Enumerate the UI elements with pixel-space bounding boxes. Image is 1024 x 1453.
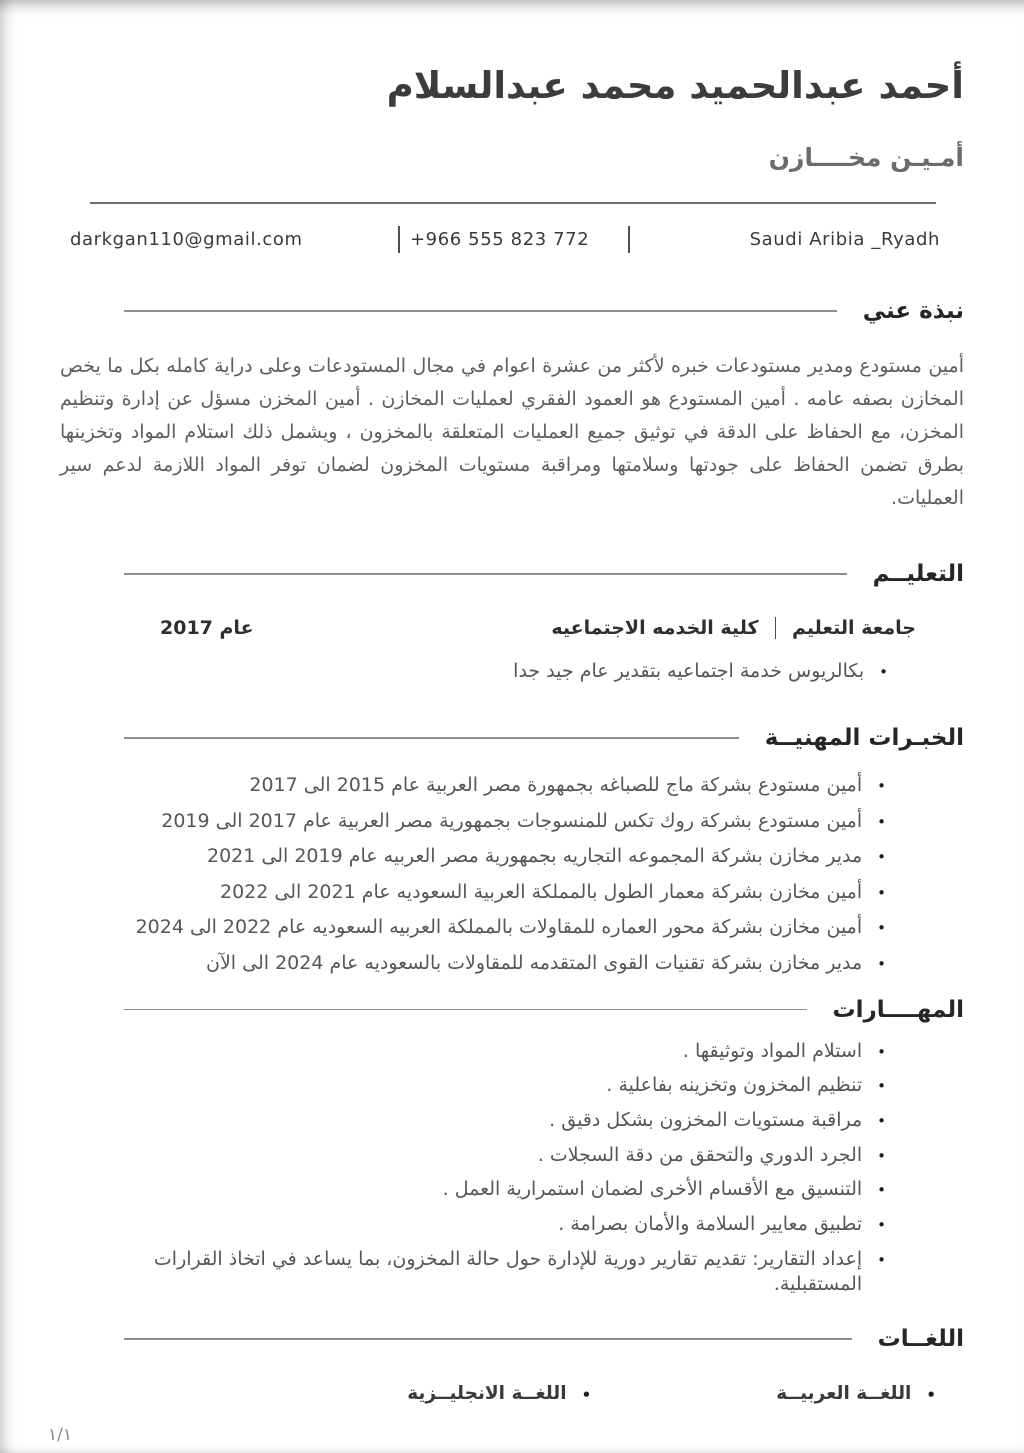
bullet-icon: • [581,1385,592,1404]
skill-item [60,1073,886,1099]
experience-item [60,915,886,941]
section-experience-title: الخبـرات المهنيــة [764,724,964,751]
skill-item-text: تنظيم المخزون وتخزينه بفاعلية . [606,1074,863,1097]
bullet-icon: • [877,812,886,831]
experience-item-text: أمين مستودع بشركة روك تكس للمنسوجات بجمهورية مصر العربية عام 2017 الى 2019 [161,809,863,832]
experience-item [60,809,886,835]
skill-item-text: استلام المواد وتوثيقها . [682,1039,863,1062]
contact-email: darkgan110@gmail.com [70,229,303,250]
language-item-arabic [776,1382,936,1407]
experience-item [60,880,886,906]
skill-item [60,1247,886,1298]
skill-item [60,1212,886,1238]
skill-item [60,1108,886,1134]
bullet-icon: • [926,1385,936,1404]
education-separator [775,617,777,639]
contact-separator [628,226,630,253]
experience-item-text: أمين مستودع بشركة ماج للصباغه بجمهورة مصر العربية عام 2015 الى 2017 [249,773,863,796]
skill-item [60,1143,886,1169]
section-rule [124,1338,852,1340]
bullet-icon: • [879,663,888,682]
candidate-name: أحمد عبدالحميد محمد عبدالسلام [386,64,964,107]
bullet-icon: • [877,883,886,902]
contact-location: Saudi Aribia _Ryadh [749,229,940,250]
experience-item-text: مدير مخازن بشركة المجموعه التجاريه بجمهورية مصر العربيه عام 2019 الى 2021 [206,845,863,868]
bullet-icon: • [877,919,886,938]
skill-item [60,1039,886,1065]
skill-item-text: الجرد الدوري والتحقق من دقة السجلات . [537,1143,863,1166]
education-list [60,659,964,685]
education-main [551,617,916,639]
bullet-icon: • [877,1112,886,1130]
bullet-icon: • [877,1215,886,1234]
contact-row [60,226,964,256]
language-item-text: اللغــة الانجليــزية [407,1382,567,1404]
experience-item [60,844,886,870]
education-degree-item [60,659,888,685]
contact-phone: +966 555 823 772 [410,229,590,250]
section-rule [124,737,739,739]
section-about-header [60,298,964,324]
header-divider [90,202,936,204]
bullet-icon: • [877,1077,886,1096]
section-rule [124,573,847,575]
bullet-icon: • [877,955,886,974]
skill-item-text: مراقبة مستويات المخزون بشكل دقيق . [549,1109,863,1131]
bullet-icon: • [877,776,886,795]
languages-row [60,1382,964,1407]
experience-item [60,773,886,799]
skill-item-text: تطبيق معايير السلامة والأمان بصرامة . [558,1212,863,1235]
bullet-icon: • [877,848,886,867]
language-item-text: اللغــة العربيــة [776,1382,912,1404]
section-rule [124,310,837,312]
page-number: ١/١ [48,1425,72,1445]
skills-list [60,1039,964,1298]
section-languages-header [60,1326,964,1352]
section-education-title: التعليــم [872,561,964,588]
education-year: عام 2017 [160,617,254,640]
experience-item-text: مدير مخازن بشركة تقنيات القوى المتقدمه للمقاولات بالسعوديه عام 2024 الى الآن [206,952,863,975]
section-skills-title: المهــــارات [832,996,964,1023]
experience-item [60,951,886,977]
skill-item-text: التنسيق مع الأقسام الأخرى لضمان استمرارية العمل . [442,1178,863,1201]
experience-item-text: أمين مخازن بشركة معمار الطول بالمملكة العربية السعوديه عام 2021 الى 2022 [219,880,863,903]
experience-list [60,773,964,977]
section-about-title: نبذة عني [862,298,964,324]
section-languages-title: اللغــات [877,1325,964,1352]
bullet-icon: • [877,1042,886,1061]
education-institution: جامعة التعليم [792,617,916,640]
experience-item-text: أمين مخازن بشركة محور العماره للمقاولات بالمملكة العربيه السعوديه عام 2022 الى 2024 [135,916,863,939]
about-text: أمين مستودع ومدير مستودعات خبره لأكثر من عشرة اعوام في مجال المستودعات وعلى دراية كامله بكل ما يخص المخازن بصفه عامه . أمين المستودع هو العمود الفقري لعمليات المخازن . أمين المخزن مسؤل عن إدارة وتنظيم المخزن، مع الحفاظ على الدقة في توثيق جميع العمليات المتعلقة بالمخزون ، ويشمل ذلك استلام المواد وتخزينها بطرق تضمن الحفاظ على جودتها وسلامتها ومراقبة مستويات المخزون لضمان توفر المواد اللازمة لدعم سير العمليات. [60,355,964,510]
section-rule [124,1009,807,1011]
skill-item-text: إعداد التقارير: تقديم تقارير دورية للإدارة حول حالة المخزون، بما يساعد في اتخاذ القرارات المستقبلية. [153,1247,863,1296]
section-education-header [60,561,964,587]
job-title: أمـيـن مخــــازن [768,143,964,172]
education-row [60,617,964,639]
education-faculty: كلية الخدمه الاجتماعيه [551,617,759,640]
skill-item [60,1177,886,1203]
contact-separator [398,226,400,253]
section-experience-header [60,725,964,751]
section-skills-header [60,997,964,1023]
bullet-icon: • [877,1181,886,1200]
language-item-english [407,1382,591,1407]
education-degree-text: بكالريوس خدمة اجتماعيه بتقدير عام جيد جدا [513,660,865,683]
bullet-icon: • [877,1250,886,1269]
bullet-icon: • [877,1146,886,1165]
